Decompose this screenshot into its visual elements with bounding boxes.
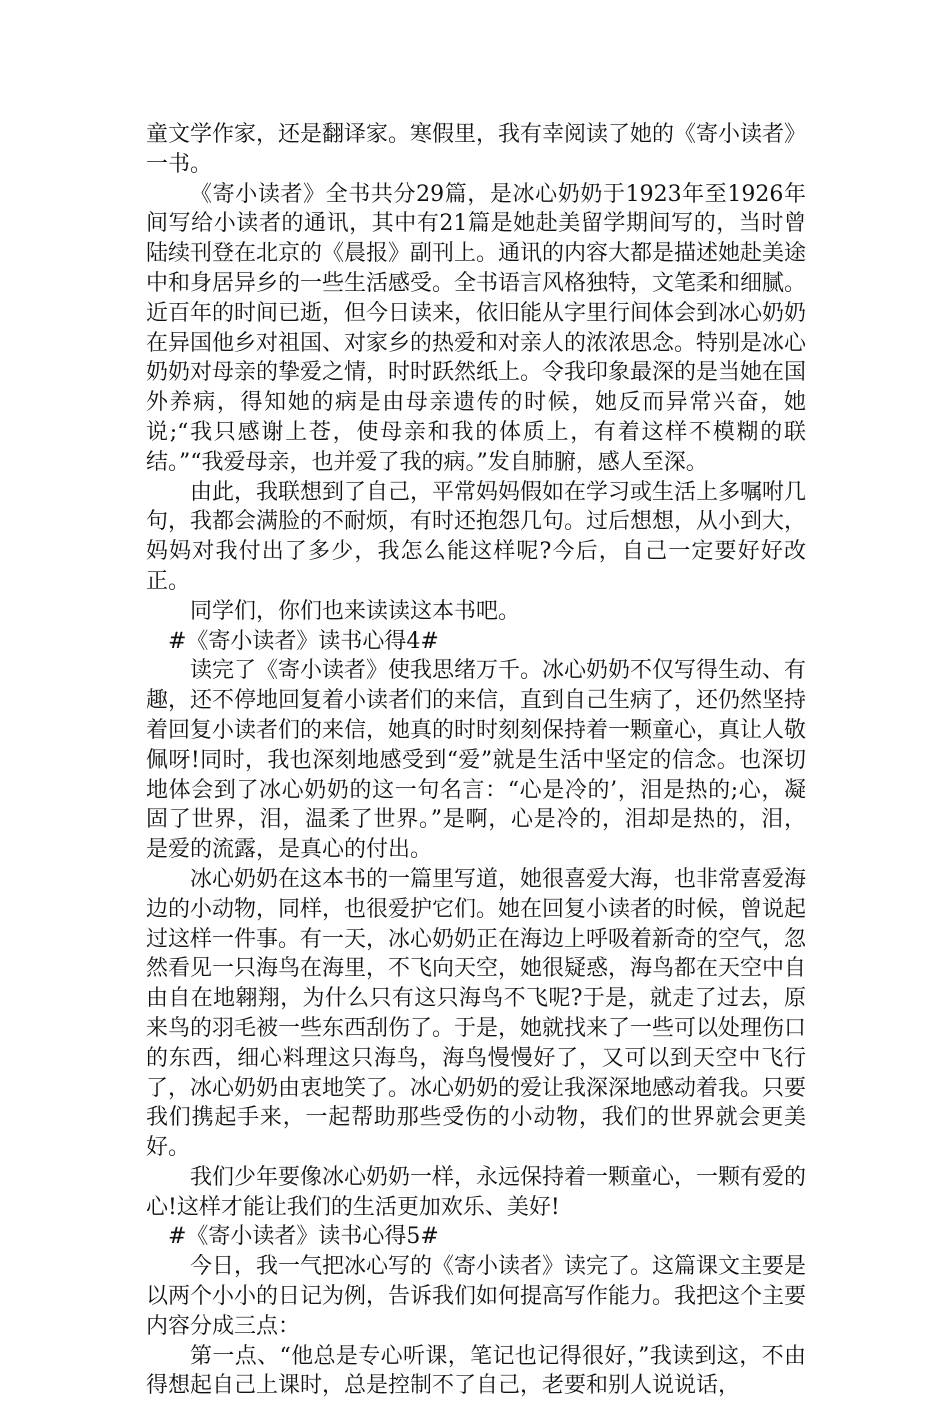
document-body: [146, 120, 806, 1401]
paragraph-essay5-intro: 今日，我一气把冰心写的《寄小读者》读完了。这篇课文主要是以两个小小的日记为例，告诉我们如何提高写作能力。我把这个主要内容分成三点：: [146, 1254, 807, 1339]
paragraph-recommendation: 同学们，你们也来读读这本书吧。: [190, 598, 521, 624]
paragraph-book-overview: 《寄小读者》全书共分29篇，是冰心奶奶于1923年至1926年间写给小读者的通讯，其中有21篇是她赴美留学期间写的，当时曾陆续刊登在北京的《晨报》副刊上。通讯的内容大都是描述她赴美途中和身居异乡的一些生活感受。全书语言风格独特，文笔柔和细腻。近百年的时间已逝，但今日读来，依旧能从字里行间体会到冰心奶奶在异国他乡对祖国、对家乡的热爱和对亲人的浓浓思念。特别是冰心奶奶对母亲的挚爱之情，时时跃然纸上。令我印象最深的是当她在国外养病，得知她的病是由母亲遗传的时候，她反而异常兴奋，她说;“我只感谢上苍，使母亲和我的体质上，有着这样不模糊的联结。”“我爱母亲，也并爱了我的病。”发自肺腑，感人至深。: [146, 181, 807, 475]
paragraph-essay4-intro: 读完了《寄小读者》使我思绪万千。冰心奶奶不仅写得生动、有趣，还不停地回复着小读者们的来信，直到自己生病了，还仍然坚持着回复小读者们的来信，她真的时时刻刻保持着一颗童心，真让人敬佩呀!同时，我也深刻地感受到“爱”就是生活中坚定的信念。也深切地体会到了冰心奶奶的这一句名言：“心是冷的’，泪是热的;心，凝固了世界，泪，温柔了世界。”是啊，心是冷的，泪却是热的，泪，是爱的流露，是真心的付出。: [146, 658, 807, 863]
paragraph-essay4-conclusion: 我们少年要像冰心奶奶一样，永远保持着一颗童心，一颗有爱的心!这样才能让我们的生活更加欢乐、美好!: [146, 1164, 807, 1220]
paragraph-essay5-point1: 第一点、“他总是专心听课，笔记也记得很好，”我读到这，不由得想起自己上课时，总是控制不了自己，老要和别人说说话，: [146, 1343, 806, 1399]
section-heading-4: #《寄小读者》读书心得4#: [168, 628, 439, 654]
paragraph-reflection: 由此，我联想到了自己，平常妈妈假如在学习或生活上多嘱咐几句，我都会满脸的不耐烦，有时还抱怨几句。过后想想，从小到大，妈妈对我付出了多少，我怎么能这样呢?今后，自己一定要好好改正。: [146, 479, 807, 594]
section-heading-5: #《寄小读者》读书心得5#: [168, 1224, 439, 1250]
paragraph-essay4-seabird: 冰心奶奶在这本书的一篇里写道，她很喜爱大海，也非常喜爱海边的小动物，同样，也很爱护它们。她在回复小读者的时候，曾说起过这样一件事。有一天，冰心奶奶正在海边上呼吸着新奇的空气，忽然看见一只海鸟在海里，不飞向天空，她很疑惑，海鸟都在天空中自由自在地翱翔，为什么只有这只海鸟不飞呢?于是，就走了过去，原来鸟的羽毛被一些东西刮伤了。于是，她就找来了一些可以处理伤口的东西，细心料理这只海鸟，海鸟慢慢好了，又可以到天空中飞行了，冰心奶奶由衷地笑了。冰心奶奶的爱让我深深地感动着我。只要我们携起手来，一起帮助那些受伤的小动物，我们的世界就会更美好。: [146, 866, 807, 1161]
paragraph-continuation: 童文学作家，还是翻译家。寒假里，我有幸阅读了她的《寄小读者》一书。: [146, 122, 807, 177]
